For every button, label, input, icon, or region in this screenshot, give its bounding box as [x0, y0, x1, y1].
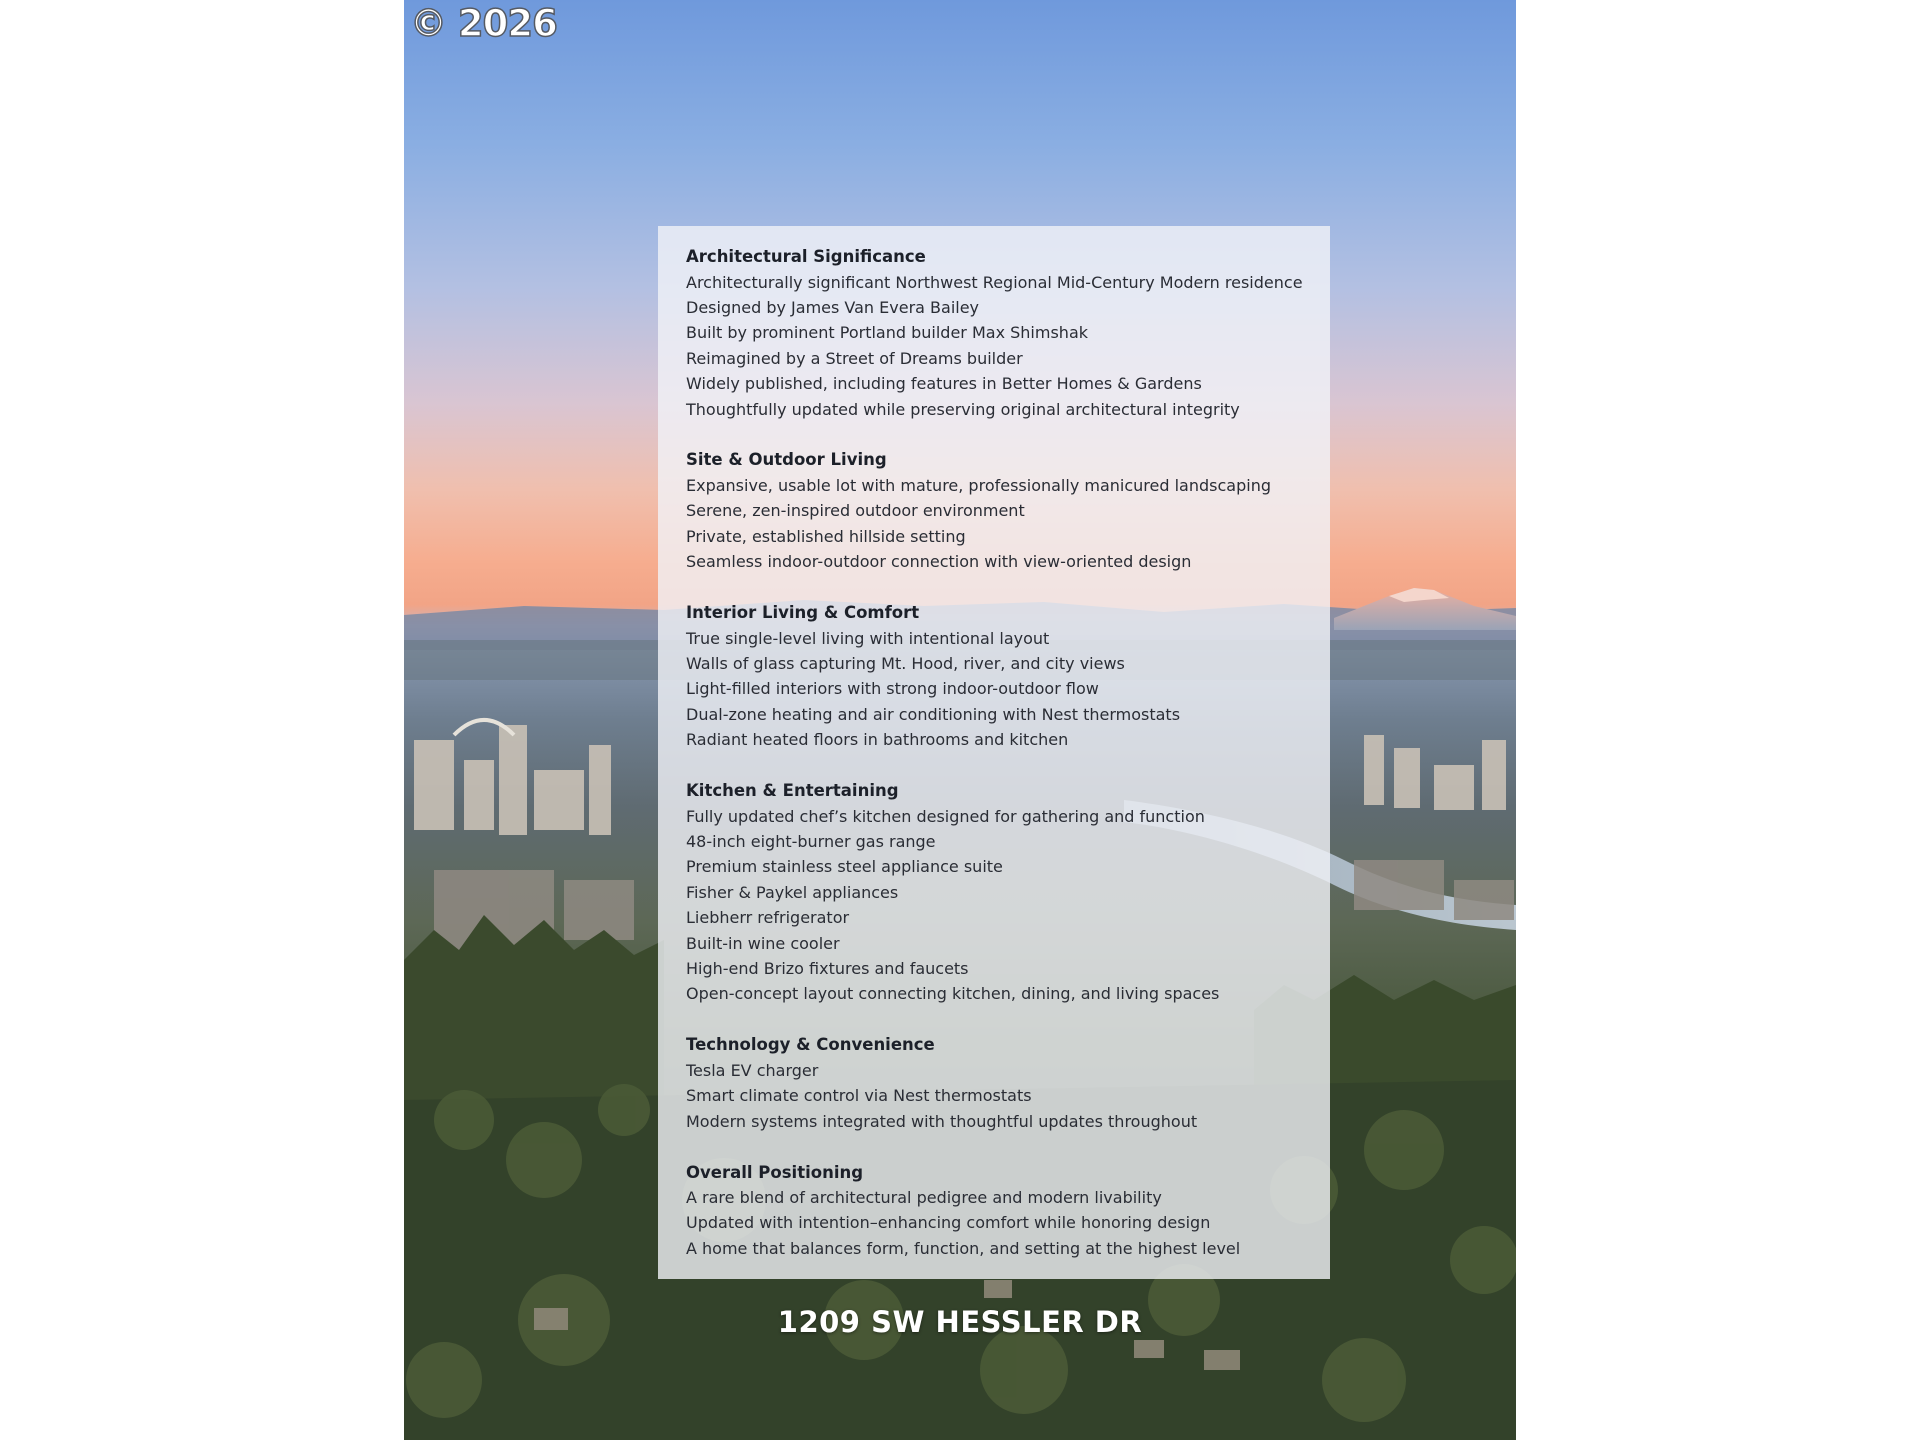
list-item: Built-in wine cooler — [686, 933, 840, 953]
list-item: Designed by James Van Evera Bailey — [686, 297, 980, 317]
list-item: Premium stainless steel appliance suite — [686, 857, 1003, 877]
section-title: Kitchen & Entertaining — [686, 781, 899, 801]
section-title: Overall Positioning — [686, 1162, 864, 1182]
copyright-watermark: © 2026 — [410, 2, 557, 45]
list-item: True single-level living with intentional layout — [686, 628, 1050, 648]
list-item: Serene, zen-inspired outdoor environment — [686, 501, 1025, 521]
section-title: Site & Outdoor Living — [686, 450, 887, 470]
list-item: Architecturally significant Northwest Regional Mid-Century Modern residence — [686, 272, 1303, 292]
list-item: Seamless indoor-outdoor connection with view-oriented design — [686, 552, 1192, 572]
listing-flyer — [404, 0, 1516, 1440]
list-item: Updated with intention–enhancing comfort while honoring design — [686, 1213, 1211, 1233]
section-kitchen-entertaining — [686, 778, 1304, 1007]
list-item: Expansive, usable lot with mature, professionally manicured landscaping — [686, 475, 1271, 495]
list-item: Fisher & Paykel appliances — [686, 882, 899, 902]
list-item: Open-concept layout connecting kitchen, dining, and living spaces — [686, 984, 1220, 1004]
list-item: Dual-zone heating and air conditioning with Nest thermostats — [686, 704, 1181, 724]
list-item: Light-filled interiors with strong indoor-outdoor flow — [686, 679, 1099, 699]
list-item: Radiant heated floors in bathrooms and kitchen — [686, 730, 1069, 750]
list-item: A rare blend of architectural pedigree and modern livability — [686, 1188, 1162, 1208]
list-item: Private, established hillside setting — [686, 526, 966, 546]
list-item: A home that balances form, function, and setting at the highest level — [686, 1238, 1241, 1258]
list-item: Walls of glass capturing Mt. Hood, river, and city views — [686, 653, 1125, 673]
section-title: Architectural Significance — [686, 247, 926, 266]
section-site-outdoor-living — [686, 447, 1304, 574]
section-architectural-significance — [686, 244, 1304, 422]
section-title: Interior Living & Comfort — [686, 603, 920, 623]
section-technology-convenience — [686, 1032, 1304, 1134]
section-interior-living-comfort — [686, 600, 1304, 753]
property-address: 1209 SW HESSLER DR — [777, 1305, 1143, 1339]
list-item: High-end Brizo fixtures and faucets — [686, 959, 969, 979]
list-item: Liebherr refrigerator — [686, 908, 850, 928]
list-item: Smart climate control via Nest thermostats — [686, 1086, 1032, 1106]
list-item: Reimagined by a Street of Dreams builder — [686, 348, 1023, 368]
list-item: Modern systems integrated with thoughtful updates throughout — [686, 1111, 1198, 1131]
list-item: Thoughtfully updated while preserving original architectural integrity — [686, 399, 1240, 419]
section-overall-positioning — [686, 1160, 1304, 1262]
list-item: Tesla EV charger — [686, 1060, 819, 1080]
list-item: Fully updated chef’s kitchen designed for gathering and function — [686, 806, 1205, 826]
list-item: 48-inch eight-burner gas range — [686, 832, 936, 851]
list-item: Widely published, including features in Better Homes & Gardens — [686, 374, 1202, 394]
list-item: Built by prominent Portland builder Max Shimshak — [686, 323, 1089, 343]
section-title: Technology & Convenience — [686, 1035, 935, 1055]
features-panel — [658, 226, 1330, 1279]
